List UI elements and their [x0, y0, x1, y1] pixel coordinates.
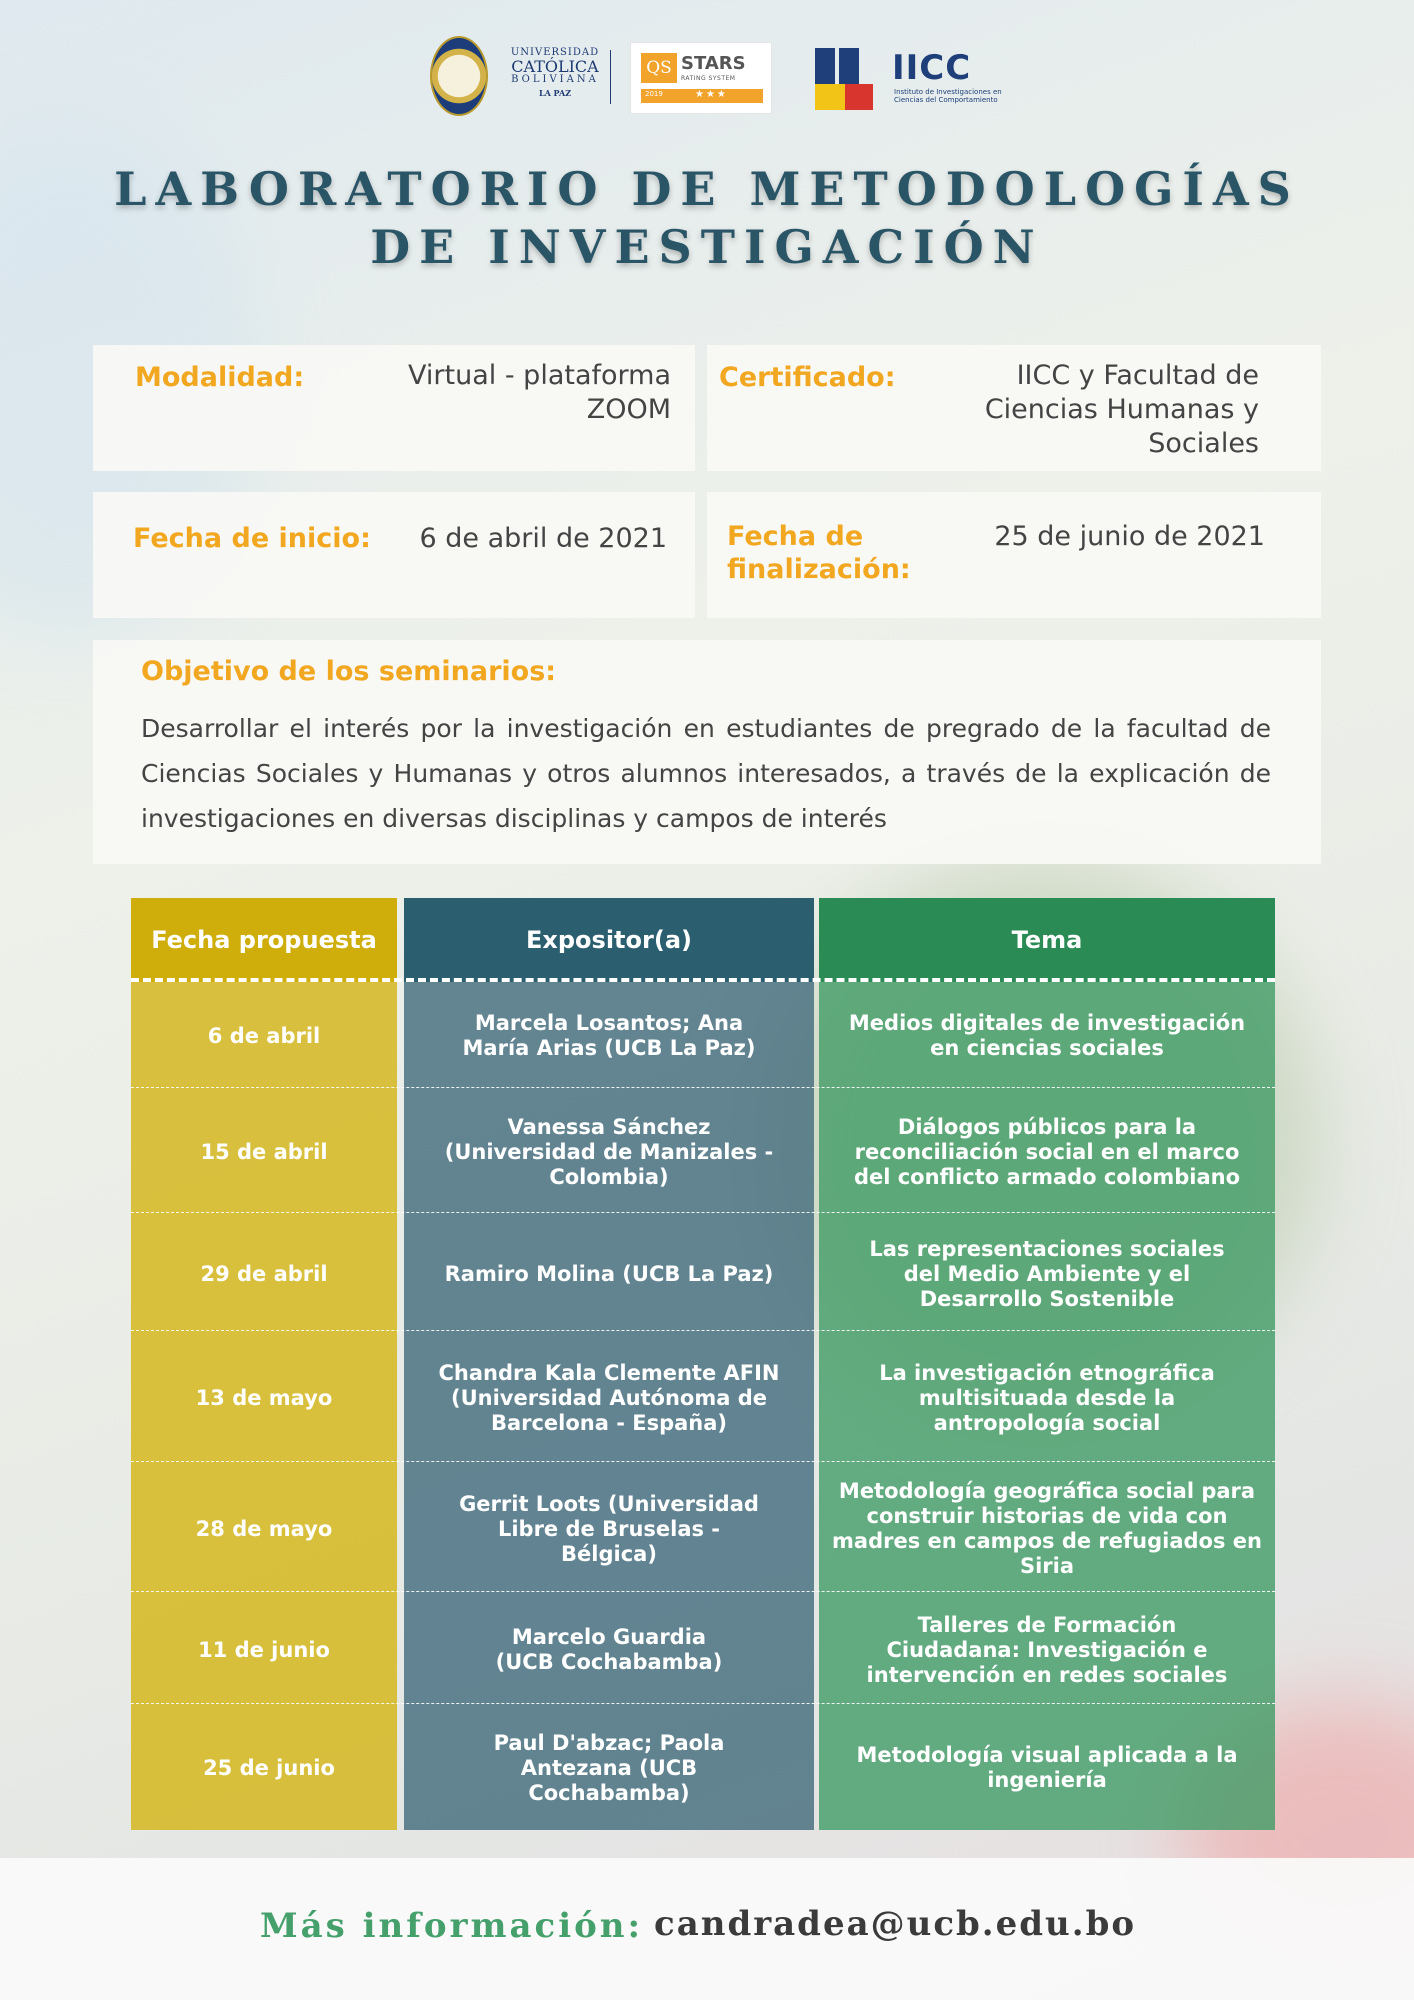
qs-badge: QS: [641, 53, 677, 83]
row-divider: [131, 1461, 1275, 1462]
row-divider: [131, 1087, 1275, 1088]
column-speaker: [404, 898, 814, 1805]
cell-topic: Diálogos públicos para la reconciliación social en el marco del conflicto armado colombiano: [853, 1115, 1241, 1189]
qs-rating-stars: ★★★: [695, 89, 728, 100]
ucb-wordmark: [500, 48, 610, 97]
column-topic: [819, 898, 1275, 1792]
cell-speaker: Marcela Losantos; Ana María Arias (UCB La Paz): [462, 1011, 756, 1060]
cell-date: 28 de mayo: [195, 1516, 333, 1541]
cell-topic: Medios digitales de investigación en ciencias sociales: [848, 1011, 1246, 1060]
cell-speaker: Chandra Kala Clemente AFIN (Universidad Autónoma de Barcelona - España): [438, 1361, 780, 1435]
ucb-line: BOLIVIANA: [511, 74, 599, 86]
column-date: [131, 898, 397, 1780]
info-value-line: IICC y Facultad de: [1016, 360, 1259, 391]
qs-sub: RATING SYSTEM: [681, 75, 736, 82]
info-fecha-inicio: [93, 492, 695, 618]
cell-topic: La investigación etnográfica multisituada desde la antropología social: [879, 1361, 1215, 1435]
qs-name: STARS: [681, 53, 746, 74]
info-fecha-finalizacion: [707, 492, 1321, 618]
header-date: Fecha propuesta: [131, 898, 397, 982]
info-value-line: ZOOM: [586, 394, 671, 425]
cell-speaker: Vanessa Sánchez (Universidad de Manizales - Colombia): [444, 1115, 774, 1189]
cell-speaker: Gerrit Loots (Universidad Libre de Bruselas - Bélgica): [459, 1491, 759, 1566]
info-label: Certificado:: [719, 362, 896, 393]
ucb-line: LA PAZ: [538, 87, 572, 98]
cell-date: 29 de abril: [200, 1261, 328, 1286]
footer: [0, 1858, 1414, 2000]
header-speaker: Expositor(a): [404, 898, 814, 982]
info-label: Modalidad:: [135, 362, 305, 393]
header-topic: Tema: [819, 898, 1275, 982]
info-label-line: Fecha de: [727, 521, 864, 552]
cell-topic: Talleres de Formación Ciudadana: Investigación e intervención en redes sociales: [866, 1612, 1228, 1687]
info-value-line: Virtual - plataforma: [408, 360, 671, 391]
cell-topic: Metodología visual aplicada a la ingeniería: [856, 1743, 1238, 1792]
cell-topic: Las representaciones sociales del Medio Ambiente y el Desarrollo Sostenible: [869, 1236, 1225, 1311]
header-divider: [131, 978, 1275, 982]
row-divider: [131, 1703, 1275, 1704]
info-value-line: Sociales: [1148, 428, 1259, 459]
ucb-line: CATÓLICA: [511, 56, 599, 76]
info-label: [727, 520, 911, 586]
footer-label: Más información:: [260, 1906, 644, 1946]
iicc-name: IICC: [892, 48, 972, 88]
logo-qs-stars: [630, 42, 772, 114]
contact-email-link[interactable]: candradea@ucb.edu.bo: [654, 1904, 1137, 1944]
row-divider: [131, 1591, 1275, 1592]
cell-date: 15 de abril: [200, 1140, 328, 1164]
objective-text: Desarrollar el interés por la investigación en estudiantes de pregrado de la facultad de Ciencias Sociales y Humanas y otros alumnos interesados, a través de la explicación de investigaciones en diversas disciplinas y campos de interés: [141, 714, 1271, 833]
cell-speaker: Ramiro Molina (UCB La Paz): [444, 1261, 774, 1286]
iicc-mark-icon: [815, 48, 875, 110]
cell-date: 25 de junio: [203, 1755, 335, 1780]
cell-speaker: Marcelo Guardia (UCB Cochabamba): [495, 1625, 723, 1674]
title-line: LABORATORIO DE METODOLOGÍAS: [114, 162, 1300, 216]
title-line: DE INVESTIGACIÓN: [370, 220, 1044, 274]
iicc-subtitle: Instituto de Investigaciones en Ciencias del Comportamiento: [894, 88, 1002, 105]
info-value: [919, 359, 1259, 461]
row-divider: [131, 1212, 1275, 1213]
logo-divider: [610, 50, 611, 104]
cell-date: 13 de mayo: [195, 1386, 333, 1410]
info-value: 6 de abril de 2021: [419, 523, 667, 554]
page-title: [0, 160, 1414, 276]
qs-year: 2019: [645, 90, 663, 98]
info-modalidad: [93, 345, 695, 471]
info-label-line: finalización:: [727, 554, 911, 585]
ucb-line: UNIVERSIDAD: [510, 47, 600, 58]
info-value-line: Ciencias Humanas y: [984, 394, 1259, 425]
cell-date: 11 de junio: [198, 1637, 330, 1662]
cell-topic: Metodología geográfica social para construir historias de vida con madres en campos de refugiados en Siria: [832, 1479, 1262, 1578]
objective-title: Objetivo de los seminarios:: [141, 656, 557, 687]
row-divider: [131, 1330, 1275, 1331]
info-value: 25 de junio de 2021: [994, 521, 1265, 552]
info-certificado: [707, 345, 1321, 471]
objective-box: [93, 640, 1321, 864]
ucb-seal-icon: [430, 36, 488, 116]
info-label: Fecha de inicio:: [133, 523, 371, 554]
info-value: [351, 359, 671, 427]
cell-date: 6 de abril: [207, 1023, 321, 1048]
cell-speaker: Paul D'abzac; Paola Antezana (UCB Cochabamba): [493, 1730, 725, 1805]
